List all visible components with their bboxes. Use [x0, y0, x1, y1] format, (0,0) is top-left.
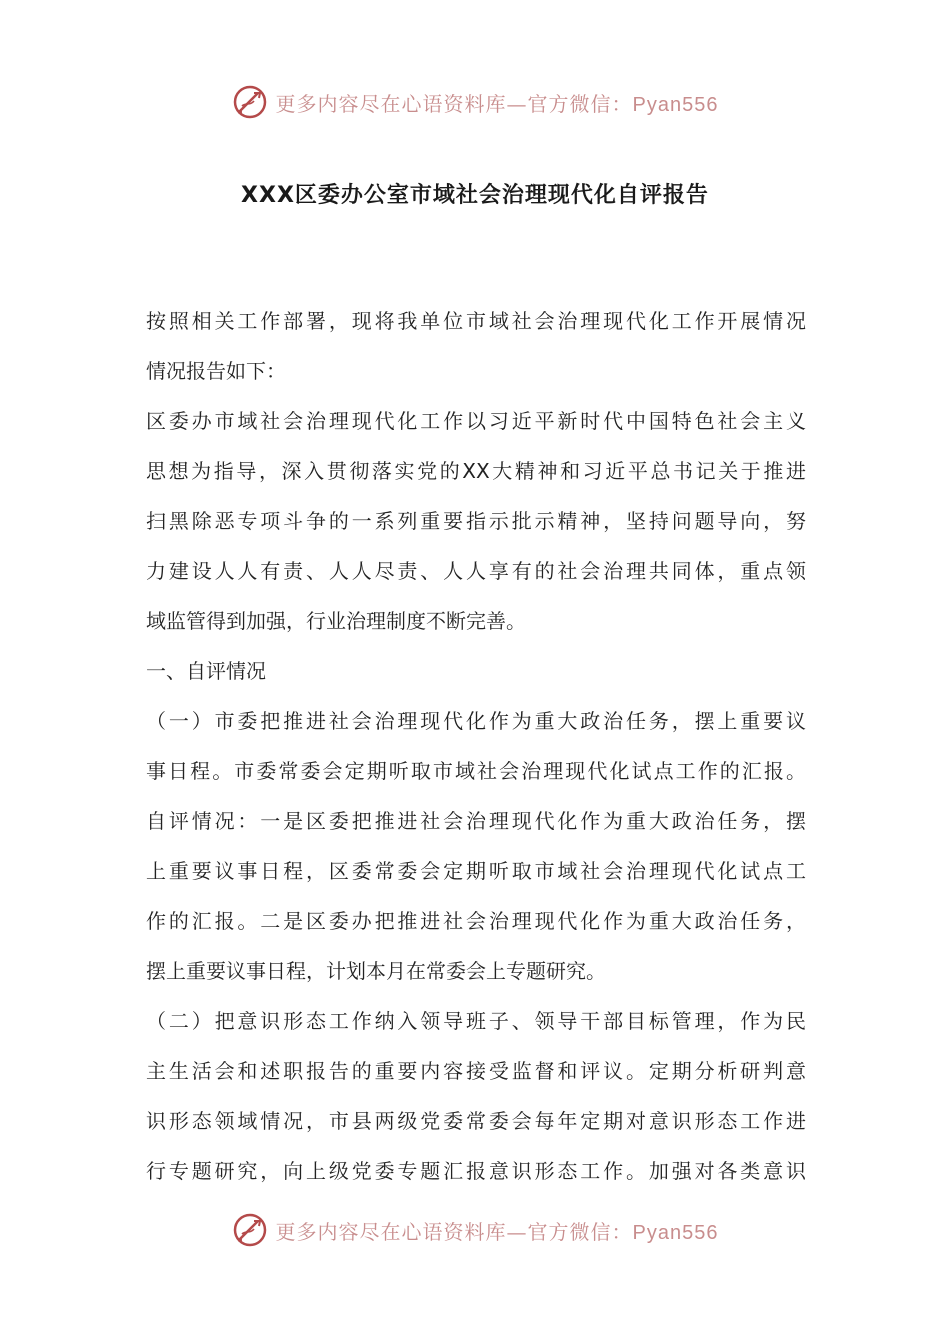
body-line: （一）市委把推进社会治理现代化作为重大政治任务，摆上重要议 — [146, 709, 806, 733]
section-heading: 一、自评情况 — [146, 659, 266, 683]
body-line: 上重要议事日程，区委常委会定期听取市域社会治理现代化试点工 — [146, 859, 806, 883]
body-line: 思想为指导，深入贯彻落实党的XX大精神和习近平总书记关于推进 — [146, 459, 806, 483]
watermark-text: 更多内容尽在心语资料库—官方微信：Pyan556 — [275, 91, 719, 116]
wechat-id: Pyan556 — [632, 1221, 719, 1244]
body-line: 事日程。市委常委会定期听取市域社会治理现代化试点工作的汇报。 — [146, 759, 806, 783]
body-line: 作的汇报。二是区委办把推进社会治理现代化作为重大政治任务， — [146, 909, 806, 933]
pen-circle-logo-icon — [232, 84, 268, 120]
watermark-text: 更多内容尽在心语资料库—官方微信：Pyan556 — [275, 1219, 719, 1244]
body-line: 情况报告如下： — [146, 359, 286, 383]
document-title: XXX区委办公室市域社会治理现代化自评报告 — [241, 183, 709, 208]
body-line: 识形态领域情况，市县两级党委常委会每年定期对意识形态工作进 — [146, 1109, 806, 1133]
body-line: 主生活会和述职报告的重要内容接受监督和评议。定期分析研判意 — [146, 1059, 806, 1083]
document-body — [146, 296, 806, 1196]
wechat-id: Pyan556 — [632, 93, 719, 116]
body-line: 区委办市域社会治理现代化工作以习近平新时代中国特色社会主义 — [146, 409, 806, 433]
header-watermark-banner — [0, 80, 950, 124]
body-line: 力建设人人有责、人人尽责、人人享有的社会治理共同体，重点领 — [146, 559, 806, 583]
body-line: （二）把意识形态工作纳入领导班子、领导干部目标管理，作为民 — [146, 1009, 806, 1033]
body-line: 行专题研究，向上级党委专题汇报意识形态工作。加强对各类意识 — [146, 1159, 806, 1183]
body-line: 摆上重要议事日程，计划本月在常委会上专题研究。 — [146, 959, 606, 983]
pen-circle-logo-icon — [232, 1212, 268, 1248]
body-line: 按照相关工作部署，现将我单位市域社会治理现代化工作开展情况 — [146, 309, 806, 333]
body-line: 域监管得到加强，行业治理制度不断完善。 — [146, 609, 526, 633]
body-line: 扫黑除恶专项斗争的一系列重要指示批示精神，坚持问题导向，努 — [146, 509, 806, 533]
footer-watermark-banner — [0, 1208, 950, 1252]
body-line: 自评情况：一是区委把推进社会治理现代化作为重大政治任务，摆 — [146, 809, 806, 833]
